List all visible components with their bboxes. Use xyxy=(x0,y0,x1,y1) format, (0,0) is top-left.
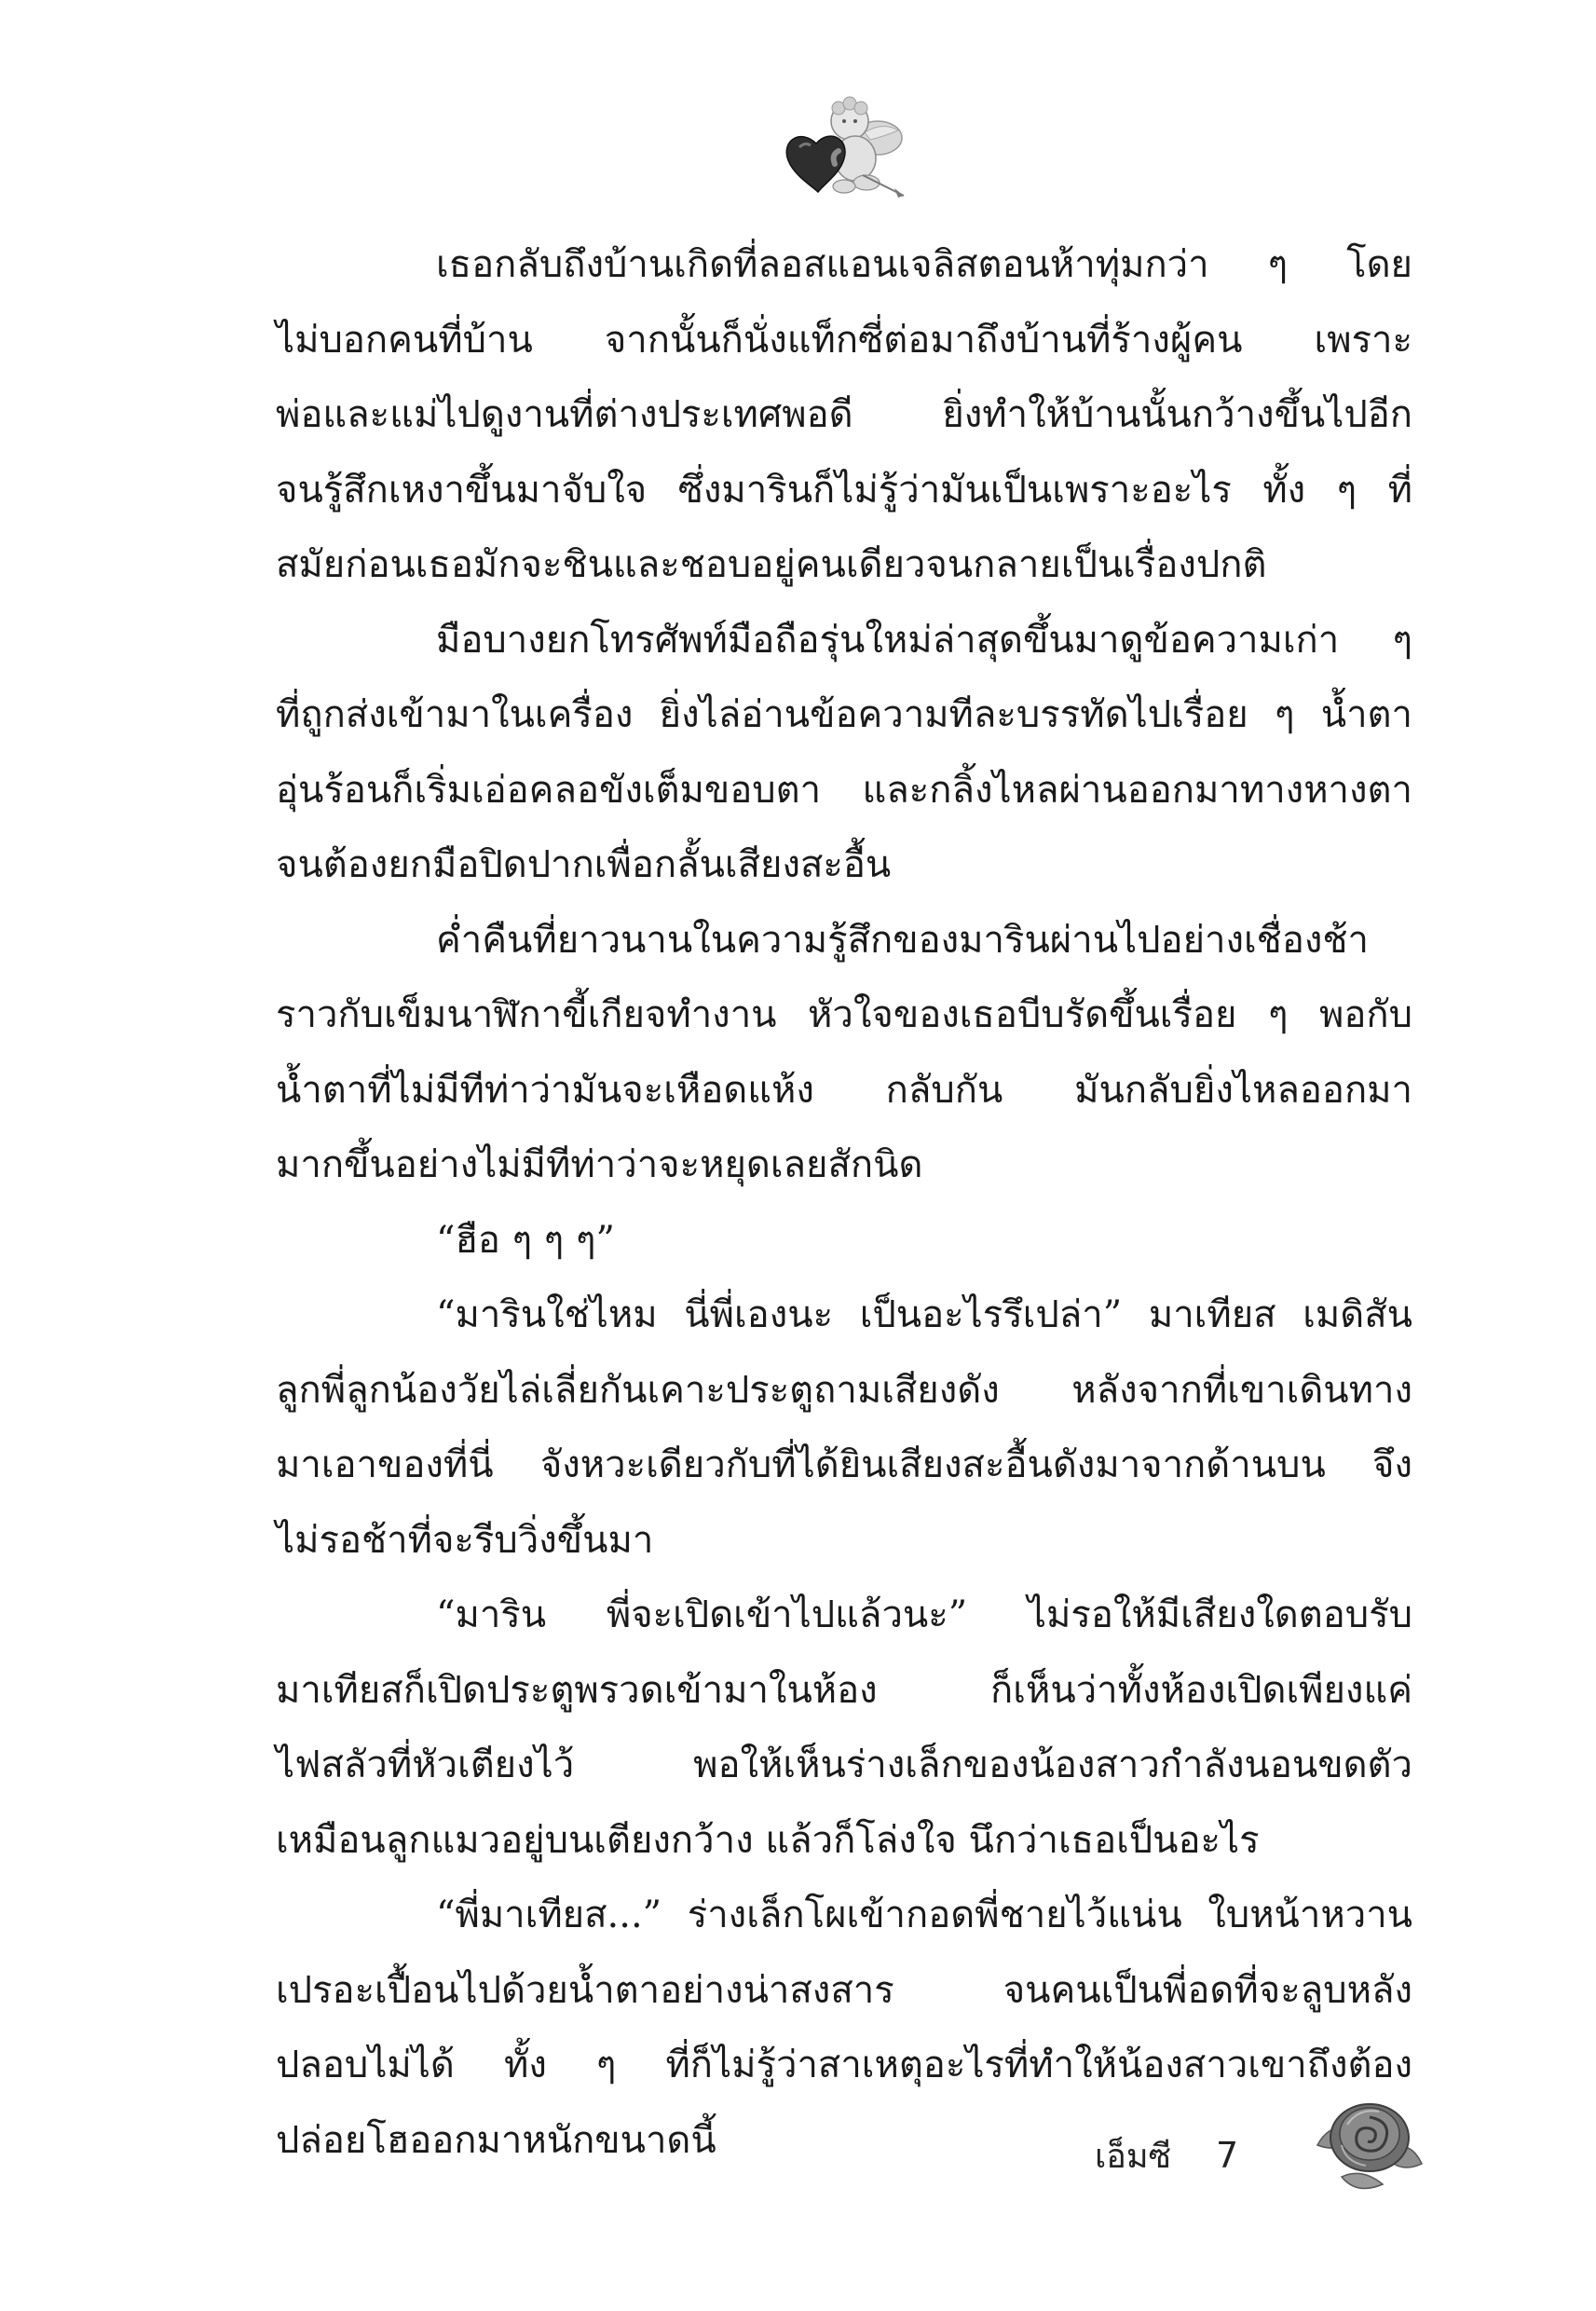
text-line: มาเทียสก็เปิดประตูพรวดเข้ามาในห้อง ก็เห็นว่าทั้งห้องเปิดเพียงแค่ xyxy=(276,1668,1412,1712)
text-line: “มาริน พี่จะเปิดเข้าไปแล้วนะ” ไม่รอให้มีเสียงใดตอบรับ xyxy=(436,1593,1412,1636)
text-line: ปล่อยโฮออกมาหนักขนาดนี้ xyxy=(276,2118,716,2162)
text-line: มือบางยกโทรศัพท์มือถือรุ่นใหม่ล่าสุดขึ้นมาดูข้อความเก่า ๆ xyxy=(436,618,1412,662)
text-line: มากขึ้นอย่างไม่มีทีท่าว่าจะหยุดเลยสักนิด xyxy=(276,1143,923,1186)
text-line: มาเอาของที่นี่ จังหวะเดียวกับที่ได้ยินเสียงสะอื้นดังมาจากด้านบน จึง xyxy=(276,1443,1412,1486)
text-line: ไม่รอช้าที่จะรีบวิ่งขึ้นมา xyxy=(276,1518,654,1562)
page-number: 7 xyxy=(1216,2135,1239,2176)
text-line: “มารินใช่ไหม นี่พี่เองนะ เป็นอะไรรึเปล่า” มาเทียส เมดิสัน xyxy=(436,1293,1412,1336)
text-line: พ่อและแม่ไปดูงานที่ต่างประเทศพอดี ยิ่งทำให้บ้านนั้นกว้างขึ้นไปอีก xyxy=(276,393,1412,436)
running-footer-title: เอ็มซี xyxy=(1095,2138,1172,2176)
text-line: “พี่มาเทียส...” ร่างเล็กโผเข้ากอดพี่ชายไว้แน่น ใบหน้าหวาน xyxy=(436,1894,1412,1936)
text-line: ลูกพี่ลูกน้องวัยไล่เลี่ยกันเคาะประตูถามเสียงดัง หลังจากที่เขาเดินทาง xyxy=(276,1368,1412,1412)
text-line: ค่ำคืนที่ยาวนานในความรู้สึกของมารินผ่านไปอย่างเชื่องช้า xyxy=(436,918,1369,962)
cherub-heart-icon xyxy=(773,86,913,207)
text-line: สมัยก่อนเธอมักจะชินและชอบอยู่คนเดียวจนกลายเป็นเรื่องปกติ xyxy=(276,543,1267,586)
rose-icon xyxy=(1304,2080,1435,2199)
text-line: จนต้องยกมือปิดปากเพื่อกลั้นเสียงสะอื้น xyxy=(276,843,892,886)
text-line: ราวกับเข็มนาฬิกาขี้เกียจทำงาน หัวใจของเธอบีบรัดขึ้นเรื่อย ๆ พอกับ xyxy=(276,993,1412,1036)
text-line: น้ำตาที่ไม่มีทีท่าว่ามันจะเหือดแห้ง กลับกัน มันกลับยิ่งไหลออกมา xyxy=(276,1068,1412,1112)
text-line: ที่ถูกส่งเข้ามาในเครื่อง ยิ่งไล่อ่านข้อความทีละบรรทัดไปเรื่อย ๆ น้ำตา xyxy=(276,693,1412,736)
text-line: จนรู้สึกเหงาขึ้นมาจับใจ ซึ่งมารินก็ไม่รู้ว่ามันเป็นเพราะอะไร ทั้ง ๆ ที่ xyxy=(276,468,1412,512)
text-line: “ฮือ ๆ ๆ ๆ” xyxy=(436,1218,615,1262)
text-line: อุ่นร้อนก็เริ่มเอ่อคลอขังเต็มขอบตา และกลิ้งไหลผ่านออกมาทางหางตา xyxy=(276,768,1412,812)
text-line: ไม่บอกคนที่บ้าน จากนั้นก็นั่งแท็กซี่ต่อมาถึงบ้านที่ร้างผู้คน เพราะ xyxy=(276,318,1412,362)
text-line: ปลอบไม่ได้ ทั้ง ๆ ที่ก็ไม่รู้ว่าสาเหตุอะไรที่ทำให้น้องสาวเขาถึงต้อง xyxy=(276,2044,1412,2086)
text-line: ไฟสลัวที่หัวเตียงไว้ พอให้เห็นร่างเล็กของน้องสาวกำลังนอนขดตัว xyxy=(276,1744,1412,1786)
body-text xyxy=(276,227,1412,2178)
text-line: เหมือนลูกแมวอยู่บนเตียงกว้าง แล้วก็โล่งใจ นึกว่าเธอเป็นอะไร xyxy=(276,1818,1260,1862)
text-line: เปรอะเปื้อนไปด้วยน้ำตาอย่างน่าสงสาร จนคนเป็นพี่อดที่จะลูบหลัง xyxy=(276,1968,1412,2012)
text-line: เธอกลับถึงบ้านเกิดที่ลอสแอนเจลิสตอนห้าทุ่มกว่า ๆ โดย xyxy=(436,243,1412,286)
